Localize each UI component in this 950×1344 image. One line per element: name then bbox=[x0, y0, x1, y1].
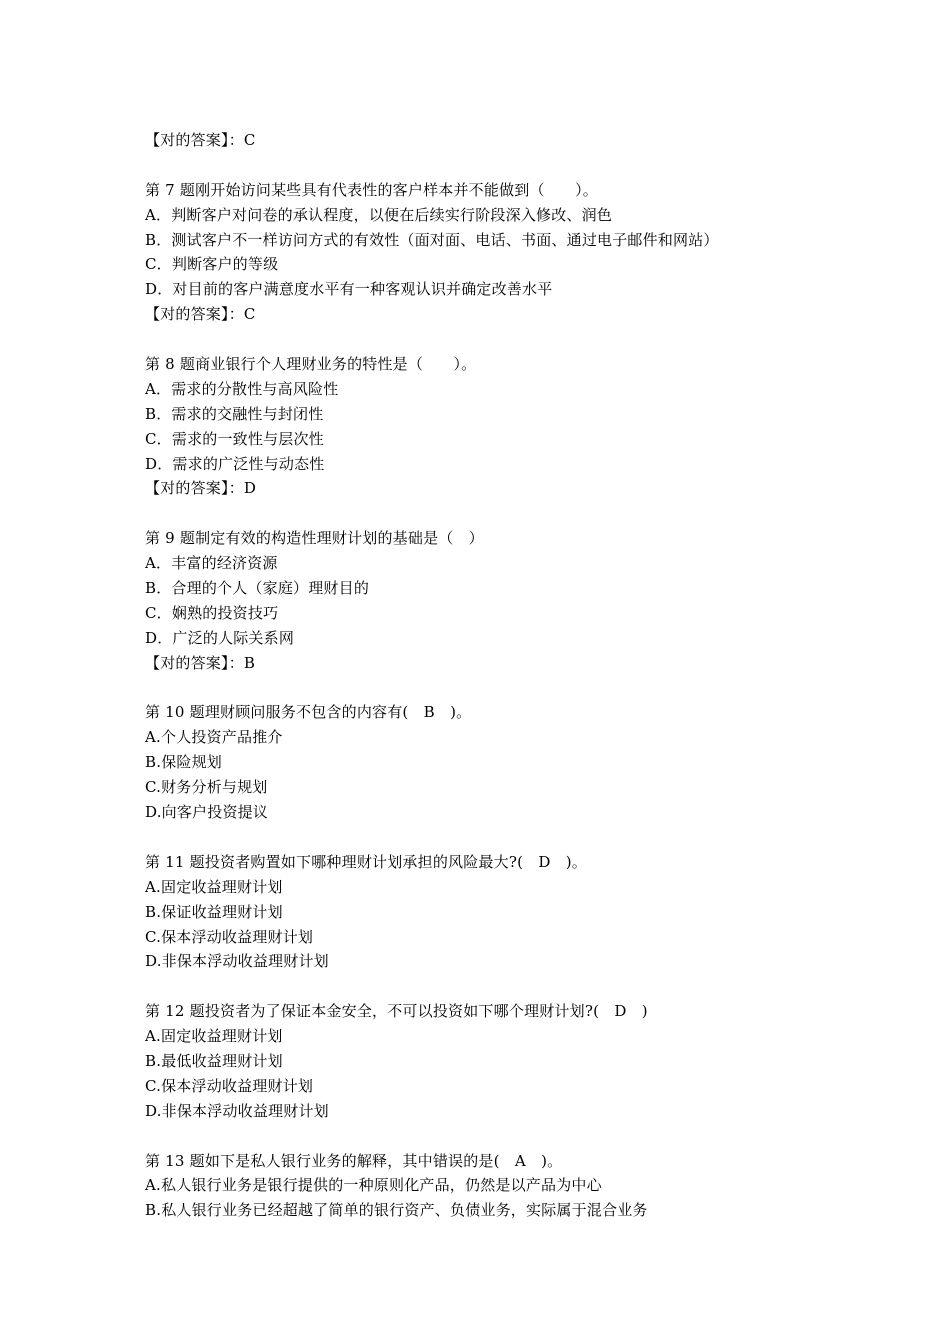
paragraph-gap bbox=[145, 501, 845, 526]
question-block-10 bbox=[145, 700, 845, 824]
paragraph-gap bbox=[145, 153, 845, 178]
paragraph-gap bbox=[145, 974, 845, 999]
option-c: C.财务分析与规划 bbox=[145, 778, 268, 797]
question-block-9 bbox=[145, 526, 845, 675]
option-d: D.非保本浮动收益理财计划 bbox=[145, 1101, 329, 1120]
option-b: B．合理的个人（家庭）理财目的 bbox=[145, 579, 370, 598]
question-text: 第 13 题如下是私人银行业务的解释，其中错误的是( A )。 bbox=[145, 1151, 563, 1170]
question-block-11 bbox=[145, 850, 845, 974]
document-page bbox=[145, 128, 845, 1223]
question-text: 第 8 题商业银行个人理财业务的特性是（ ）。 bbox=[145, 355, 477, 374]
question-text: 第 11 题投资者购置如下哪种理财计划承担的风险最大?( D )。 bbox=[145, 852, 587, 871]
option-a: A.个人投资产品推介 bbox=[145, 728, 283, 747]
question-text: 第 9 题制定有效的构造性理财计划的基础是（ ） bbox=[145, 529, 484, 548]
option-c: C．判断客户的等级 bbox=[145, 255, 279, 274]
answer-line: 【对的答案】：D bbox=[145, 479, 257, 498]
option-a: A．丰富的经济资源 bbox=[145, 554, 278, 573]
option-d: D.非保本浮动收益理财计划 bbox=[145, 952, 329, 971]
option-b: B.保险规划 bbox=[145, 753, 222, 772]
option-b: B.保证收益理财计划 bbox=[145, 902, 283, 921]
question-block-12 bbox=[145, 999, 845, 1123]
option-a: A.固定收益理财计划 bbox=[145, 877, 283, 896]
option-d: D．需求的广泛性与动态性 bbox=[145, 454, 325, 473]
option-c: C．需求的一致性与层次性 bbox=[145, 429, 324, 448]
question-text: 第 10 题理财顾问服务不包含的内容有( B )。 bbox=[145, 703, 472, 722]
option-c: C.保本浮动收益理财计划 bbox=[145, 1076, 314, 1095]
option-b: B.私人银行业务已经超越了简单的银行资产、负债业务，实际属于混合业务 bbox=[145, 1201, 648, 1220]
option-c: C．娴熟的投资技巧 bbox=[145, 603, 279, 622]
answer-line: 【对的答案】：B bbox=[145, 653, 256, 672]
option-a: A.固定收益理财计划 bbox=[145, 1027, 283, 1046]
option-b: B.最低收益理财计划 bbox=[145, 1051, 283, 1070]
option-a: A．需求的分散性与高风险性 bbox=[145, 379, 339, 398]
option-d: D．广泛的人际关系网 bbox=[145, 628, 295, 647]
paragraph-gap bbox=[145, 825, 845, 850]
question-block-13 bbox=[145, 1149, 845, 1224]
paragraph-gap bbox=[145, 327, 845, 352]
question-text: 第 12 题投资者为了保证本金安全，不可以投资如下哪个理财计划?( D ) bbox=[145, 1002, 648, 1021]
paragraph-gap bbox=[145, 1124, 845, 1149]
option-d: D．对目前的客户满意度水平有一种客观认识并确定改善水平 bbox=[145, 280, 553, 299]
option-a: A．判断客户对问卷的承认程度，以便在后续实行阶段深入修改、润色 bbox=[145, 205, 613, 224]
question-block-8 bbox=[145, 352, 845, 501]
question-block-7 bbox=[145, 178, 845, 327]
answer-line: 【对的答案】：C bbox=[145, 131, 256, 149]
option-a: A.私人银行业务是银行提供的一种原则化产品，仍然是以产品为中心 bbox=[145, 1176, 602, 1195]
option-b: B．测试客户不一样访问方式的有效性（面对面、电话、书面、通过电子邮件和网站） bbox=[145, 230, 719, 249]
option-b: B．需求的交融性与封闭性 bbox=[145, 404, 324, 423]
paragraph-gap bbox=[145, 676, 845, 701]
answer-line: 【对的答案】：C bbox=[145, 305, 256, 324]
question-text: 第 7 题刚开始访问某些具有代表性的客户样本并不能做到（ ）。 bbox=[145, 180, 598, 199]
option-d: D.向客户投资提议 bbox=[145, 803, 269, 822]
option-c: C.保本浮动收益理财计划 bbox=[145, 927, 314, 946]
